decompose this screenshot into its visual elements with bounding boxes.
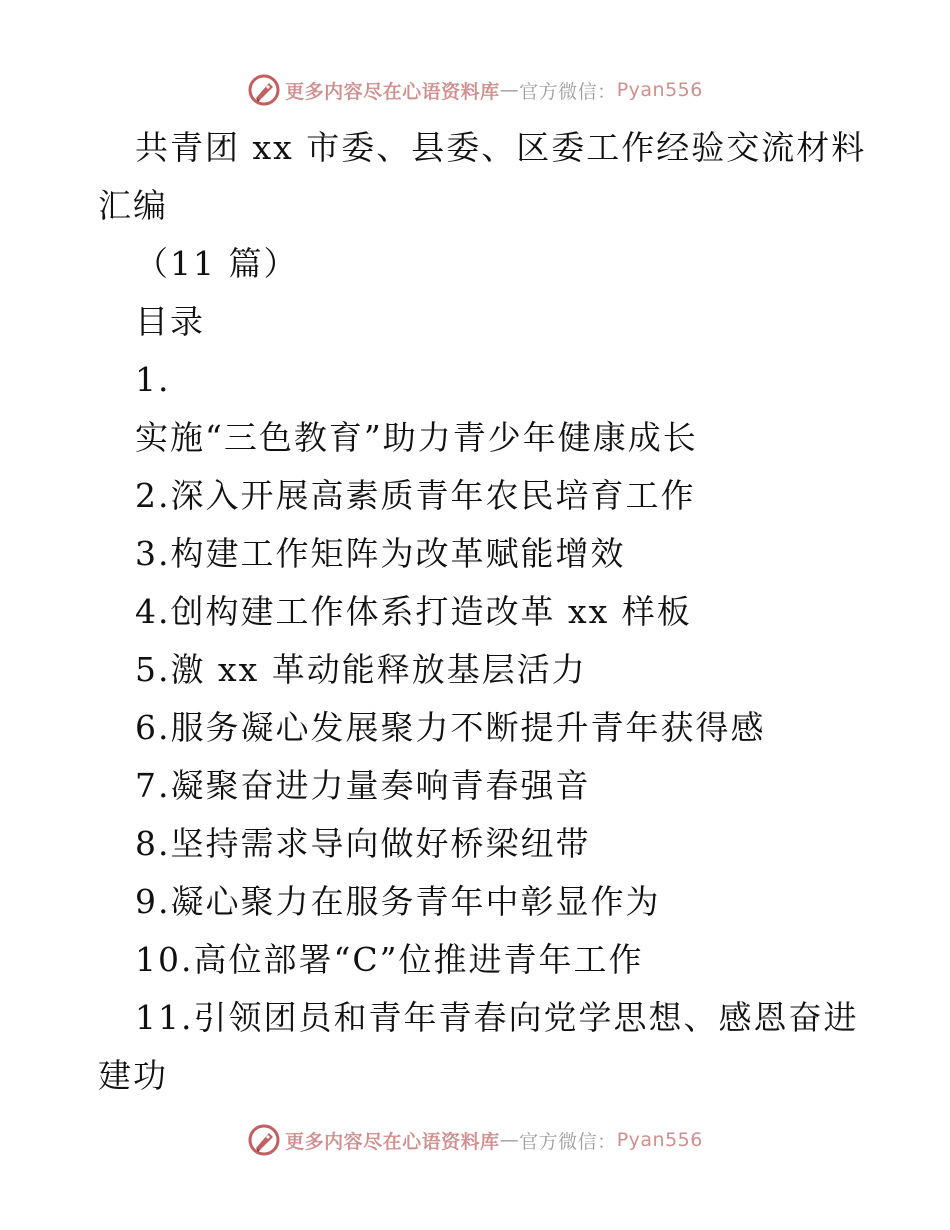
toc-item-number: 9. bbox=[135, 882, 171, 921]
toc-item-title: 深入开展高素质青年农民培育工作 bbox=[170, 476, 696, 515]
toc-item bbox=[135, 998, 858, 1038]
toc-item-title: 引领团员和青年青春向党学思想、感恩奋进 bbox=[193, 998, 859, 1037]
toc-item-title-continuation: 建功 bbox=[98, 1056, 168, 1095]
watermark-wechat-id: Pyan556 bbox=[616, 1129, 703, 1151]
toc-item-number: 7. bbox=[135, 766, 171, 805]
pen-nib-logo-icon bbox=[247, 73, 281, 107]
toc-item bbox=[135, 650, 587, 690]
toc-item-number: 3. bbox=[135, 534, 171, 573]
watermark-main-text: 更多内容尽在心语资料库 bbox=[285, 1130, 500, 1153]
toc-item-title: 构建工作矩阵为改革赋能增效 bbox=[170, 534, 626, 573]
document-article-count: （11 篇） bbox=[135, 244, 299, 283]
watermark-wechat-id: Pyan556 bbox=[616, 79, 703, 101]
toc-item-title: 高位部署“C”位推进青年工作 bbox=[193, 940, 644, 979]
toc-item-number: 8. bbox=[135, 824, 171, 863]
toc-item-number: 4. bbox=[135, 592, 171, 631]
watermark-main-text: 更多内容尽在心语资料库 bbox=[285, 80, 500, 103]
watermark-banner-bottom bbox=[0, 1120, 950, 1160]
toc-item bbox=[135, 824, 591, 864]
toc-item bbox=[135, 882, 661, 922]
toc-item-title: 实施“三色教育”助力青少年健康成长 bbox=[135, 418, 698, 457]
toc-item-title: 服务凝心发展聚力不断提升青年获得感 bbox=[170, 708, 766, 747]
watermark-separator: — bbox=[499, 79, 520, 101]
toc-item-number: 1. bbox=[135, 360, 171, 399]
toc-item-number: 5. bbox=[135, 650, 171, 689]
watermark-wechat-label: 官方微信： bbox=[519, 80, 617, 103]
toc-item bbox=[135, 940, 643, 980]
toc-item-title: 创构建工作体系打造改革 xx 样板 bbox=[170, 592, 692, 631]
watermark-separator: — bbox=[499, 1129, 520, 1151]
toc-item bbox=[135, 476, 696, 516]
toc-item bbox=[135, 766, 591, 806]
watermark-wechat-label: 官方微信： bbox=[519, 1130, 617, 1153]
toc-item-title: 凝聚奋进力量奏响青春强音 bbox=[170, 766, 591, 805]
pen-nib-logo-icon bbox=[247, 1123, 281, 1157]
toc-item bbox=[135, 534, 626, 574]
toc-item-number: 6. bbox=[135, 708, 171, 747]
document-title-line1: 共青团 xx 市委、县委、区委工作经验交流材料 bbox=[135, 128, 867, 167]
toc-item-number: 11. bbox=[135, 998, 194, 1037]
toc-item-title: 激 xx 革动能释放基层活力 bbox=[170, 650, 587, 689]
toc-heading: 目录 bbox=[135, 302, 205, 341]
toc-item-number: 10. bbox=[135, 940, 194, 979]
toc-item-number: 2. bbox=[135, 476, 171, 515]
watermark-banner-top bbox=[0, 70, 950, 110]
document-title-line2: 汇编 bbox=[98, 186, 168, 225]
toc-item-title: 凝心聚力在服务青年中彰显作为 bbox=[170, 882, 661, 921]
toc-item bbox=[135, 592, 692, 632]
toc-item bbox=[135, 708, 766, 748]
toc-item-title: 坚持需求导向做好桥梁纽带 bbox=[170, 824, 591, 863]
